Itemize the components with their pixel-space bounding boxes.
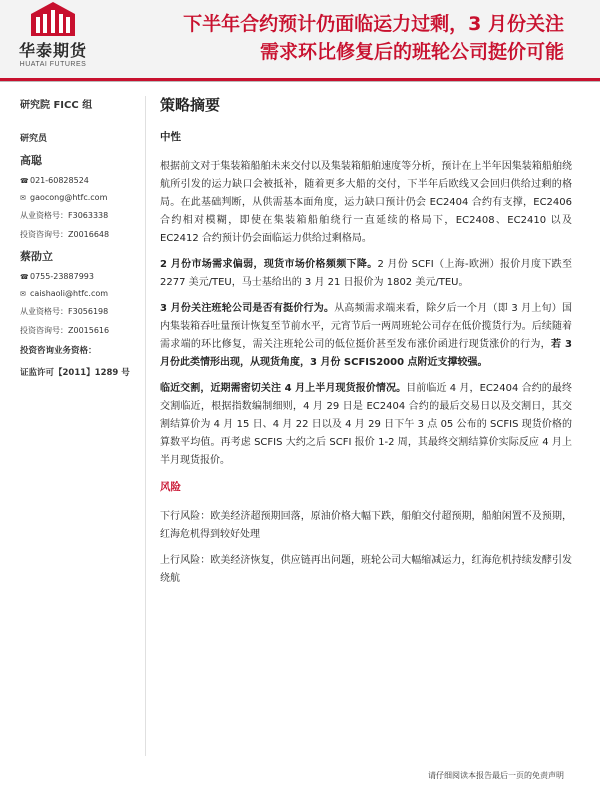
analyst-advisor: [20, 229, 140, 240]
demand-paragraph: [160, 256, 572, 292]
analyst-advisor: [20, 325, 140, 336]
advisor-label: 投资咨询号：: [20, 326, 68, 335]
research-group: 研究院 FICC 组: [20, 100, 93, 111]
analyst-card: [20, 248, 140, 336]
stance-label: 中性: [160, 131, 181, 143]
advisor-number: Z0016648: [68, 230, 110, 239]
license-number: F3056198: [68, 307, 109, 316]
delivery-paragraph: [160, 380, 572, 470]
analyst-email[interactable]: [20, 193, 140, 202]
section-title: 策略摘要: [160, 96, 221, 114]
license-label: 从业资格号：: [20, 211, 68, 220]
pricing-paragraph: [160, 300, 572, 372]
pricing-body: 从高频需求端来看，除夕后一个月（即 3 月上旬）国内集装箱吞吐量预计恢复至节前水平，元宵节后一两周班轮公司存在低价揽货行为。后续随着需求端的环比修复，需关注班轮公司的低位挺价甚至发布涨价函进行现货涨价的行为，: [160, 303, 572, 350]
pricing-headline: 3 月份关注班轮公司是否有挺价行为。: [160, 303, 335, 314]
delivery-headline: 临近交割，近期需密切关注 4 月上半月现货报价情况。: [160, 383, 407, 394]
logo-mark-icon: [31, 2, 75, 36]
email-text[interactable]: caishaoli@htfc.com: [30, 289, 109, 298]
email-icon: ✉: [20, 290, 26, 298]
strategy-summary: [160, 96, 572, 596]
analyst-phone: [20, 272, 140, 281]
license-label: 从业资格号：: [20, 307, 68, 316]
analyst-license: [20, 306, 140, 317]
advisor-number: Z0015616: [68, 326, 110, 335]
report-title: [94, 10, 564, 66]
column-divider: [145, 96, 146, 756]
phone-icon: ☎: [20, 177, 29, 185]
analyst-card: [20, 152, 140, 240]
researchers-label: 研究员: [20, 134, 48, 144]
analyst-name: 蔡劭立: [20, 250, 53, 263]
analyst-email[interactable]: [20, 289, 140, 298]
logo-english-name: HUATAI FUTURES: [19, 61, 87, 68]
email-text[interactable]: gaocong@htfc.com: [30, 193, 108, 202]
report-title-line2: 需求环比修复后的班轮公司挺价可能: [259, 41, 564, 63]
header-gray-rule: [0, 81, 600, 82]
logo-chinese-name: 华泰期货: [18, 41, 87, 60]
advisor-label: 投资咨询号：: [20, 230, 68, 239]
upside-risk: 上行风险：欧美经济恢复，供应链再出问题，班轮公司大幅缩减运力，红海危机持续发酵引发绕航: [160, 555, 572, 584]
email-icon: ✉: [20, 194, 26, 202]
report-header: [0, 0, 600, 78]
qualification-number: 证监许可【2011】1289 号: [20, 368, 130, 378]
phone-icon: ☎: [20, 273, 29, 281]
disclaimer-note: 请仔细阅读本报告最后一页的免责声明: [428, 771, 564, 780]
demand-body: 2 月份 SCFI（上海-欧洲）报价月度下跌至 2277 美元/TEU，马士基给出的 3 月 21 日报价为 1802 美元/TEU。: [160, 259, 572, 288]
company-logo: [8, 2, 98, 68]
analyst-name: 高聪: [20, 154, 42, 167]
pricing-conclusion: 若 3 月份此类情形出现，从现货角度，3 月份 SCFIS2000 点附近支撑较强。: [160, 339, 572, 368]
delivery-body: 目前临近 4 月，EC2404 合约的最终交割临近，根据指数编制细则，4 月 29 日是 EC2404 合约的最后交易日以及交割日，其交割结算价为 4 月 15 日、4 月 22 日以及 4 月 29 日下午 3 点 05 公布的 SCFIS 现货价格的算数平均值。再考虑 SCFIS 大约之后 SCFI 报价 1-2 周，其最终交割结算价实际反应 4 月上半月现货报价。: [160, 383, 572, 466]
qualification-label: 投资咨询业务资格：: [20, 346, 97, 356]
license-number: F3063338: [68, 211, 109, 220]
summary-paragraph: 根据前文对于集装箱船舶未来交付以及集装箱船舶速度等分析，预计在上半年因集装箱船舶绕航所引发的运力缺口会被抵补，随着更多大船的交付，下半年后欧线又会回归供给过剩的格局。在此基础判断，从供需基本面角度，运力缺口预计仍会 EC2404 合约有支撑，EC2406 合约相对模糊，即使在集装箱船舶绕行一直延续的格局下，EC2408、EC2410 以及 EC2412 合约预计仍会面临运力供给过剩格局。: [160, 161, 572, 244]
downside-risk: 下行风险：欧美经济超预期回落，原油价格大幅下跌，船舶交付超预期，船舶闲置不及预期，红海危机得到较好处理: [160, 511, 572, 540]
analyst-phone: [20, 176, 140, 185]
analyst-license: [20, 210, 140, 221]
phone-text: 0755-23887993: [30, 272, 94, 281]
analyst-sidebar: [20, 96, 140, 388]
phone-text: 021-60828524: [30, 176, 89, 185]
demand-headline: 2 月份市场需求偏弱，现货市场价格频频下降。: [160, 259, 378, 270]
risk-title: 风险: [160, 481, 181, 493]
report-title-line1: 下半年合约预计仍面临运力过剩，3 月份关注: [183, 13, 564, 35]
